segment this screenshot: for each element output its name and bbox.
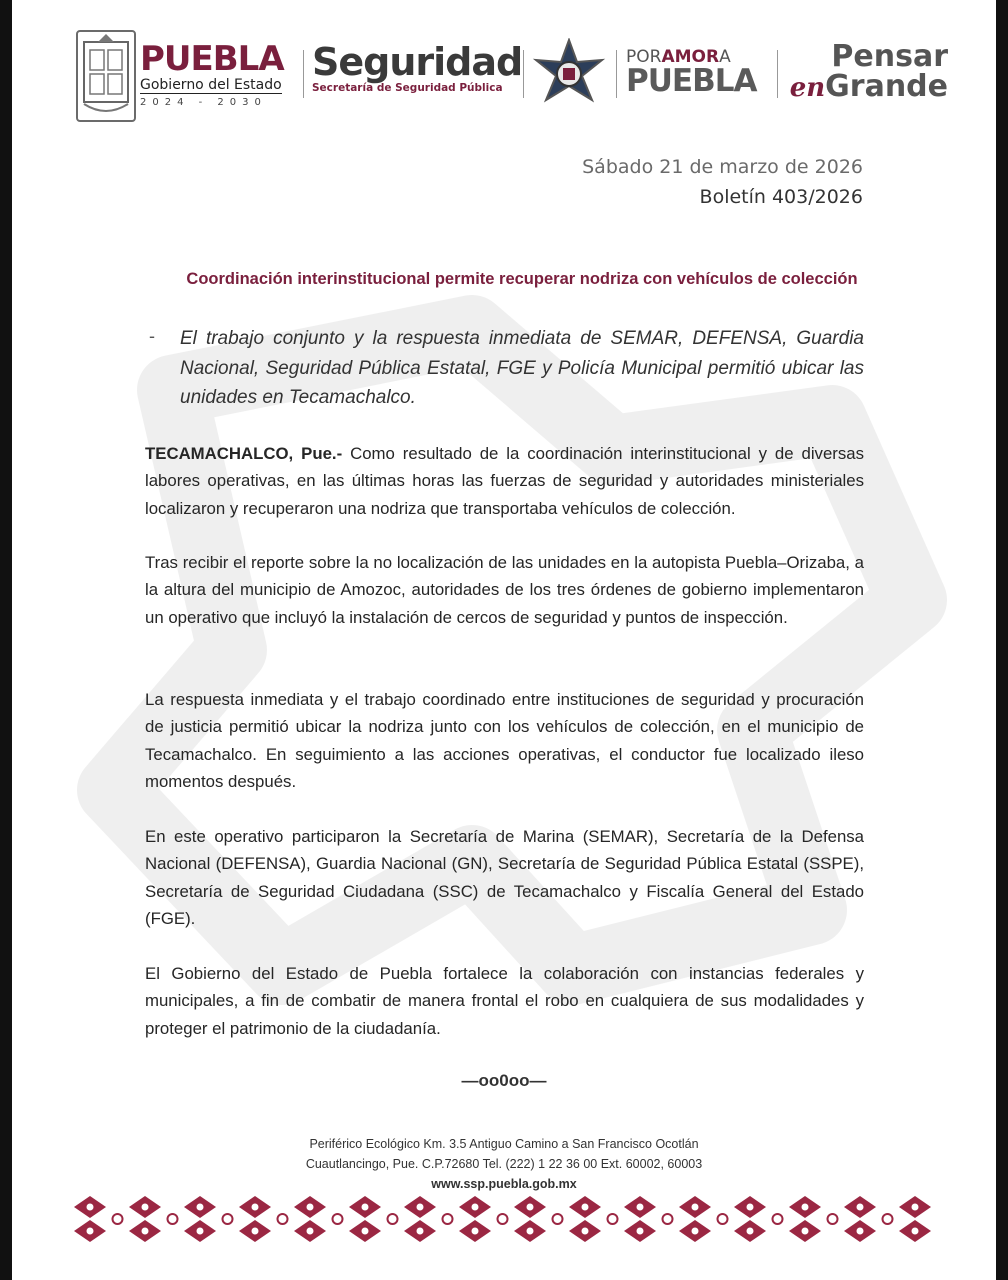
grande-word: Grande (825, 69, 948, 104)
logo-divider (777, 50, 778, 98)
amor-por: POR (626, 47, 662, 67)
pattern-dot (142, 1228, 149, 1235)
pattern-ring (498, 1214, 508, 1224)
pattern-ring (773, 1214, 783, 1224)
pattern-dot (582, 1204, 589, 1211)
pattern-dot (142, 1204, 149, 1211)
pattern-ring (278, 1214, 288, 1224)
footer-website: www.ssp.puebla.gob.mx (431, 1177, 577, 1191)
bulletin-date: Sábado 21 de marzo de 2026 (582, 156, 863, 178)
amor-amor: AMOR (661, 47, 720, 67)
pattern-dot (692, 1204, 699, 1211)
pattern-dot (87, 1204, 94, 1211)
document-page (12, 0, 996, 1280)
pattern-dot (417, 1204, 424, 1211)
puebla-logo (140, 39, 300, 108)
pattern-dot (87, 1228, 94, 1235)
header-logos (74, 28, 954, 123)
pattern-ring (553, 1214, 563, 1224)
en-word: en (789, 73, 826, 103)
bulletin-title: Coordinación interinstitucional permite recuperar nodriza con vehículos de colección (186, 270, 858, 288)
pattern-dot (307, 1228, 314, 1235)
pattern-ring (883, 1214, 893, 1224)
pattern-ring (663, 1214, 673, 1224)
puebla-logo-subtitle: Gobierno del Estado (140, 77, 282, 93)
pattern-dot (747, 1204, 754, 1211)
logo-divider (523, 50, 524, 98)
seguridad-logo-word: Seguridad (312, 40, 523, 84)
logo-divider (616, 50, 617, 98)
puebla-logo-years: 2024 - 2030 (140, 97, 267, 108)
pattern-ring (168, 1214, 178, 1224)
pattern-dot (252, 1228, 259, 1235)
pattern-dot (527, 1228, 534, 1235)
pattern-dot (912, 1228, 919, 1235)
pattern-ring (333, 1214, 343, 1224)
summary-text: El trabajo conjunto y la respuesta inmediata de SEMAR, DEFENSA, Guardia Nacional, Seguridad Pública Estatal, FGE y Policía Municipal permitió ubicar las unidades en Tecamachalco. (180, 328, 864, 408)
pattern-dot (197, 1228, 204, 1235)
seguridad-logo-subtitle: Secretaría de Seguridad Pública (312, 82, 503, 94)
pattern-dot (857, 1228, 864, 1235)
paragraph-5: El Gobierno del Estado de Puebla fortalece la colaboración con instancias federales y municipales, a fin de combatir de manera frontal el robo en cualquiera de sus modalidades y proteger el patrimonio de la ciudadanía. (145, 964, 864, 1038)
amor-puebla: PUEBLA (626, 63, 757, 99)
closing-mark: —oo0oo— (461, 1071, 547, 1090)
pattern-dot (307, 1204, 314, 1211)
paragraph-4: En este operativo participaron la Secretaría de Marina (SEMAR), Secretaría de la Defensa Nacional (DEFENSA), Guardia Nacional (GN), Secretaría de Seguridad Pública Estatal (SSPE), Secretaría de Seguridad Ciudadana (SSC) de Tecamachalco y Fiscalía General del Estado (FGE). (145, 827, 864, 928)
seguridad-logo (312, 40, 523, 94)
pattern-dot (912, 1204, 919, 1211)
paragraph-1 (145, 440, 864, 522)
pattern-ring (223, 1214, 233, 1224)
pattern-dot (802, 1228, 809, 1235)
pattern-dot (252, 1204, 259, 1211)
pattern-ring (113, 1214, 123, 1224)
logo-divider (303, 50, 304, 98)
pensar-en-grande-logo (788, 39, 948, 104)
amor-a: A (719, 47, 731, 67)
paragraph-1-text: Como resultado de la coordinación interinstitucional y de diversas labores operativas, en las últimas horas las fuerzas de seguridad y autoridades ministeriales localizaron y recuperaron una nodriza que transportaba vehículos de colección. (145, 444, 864, 518)
pattern-dot (197, 1204, 204, 1211)
pattern-ring (718, 1214, 728, 1224)
paragraph-2: Tras recibir el reporte sobre la no localización de las unidades en la autopista Puebla–Orizaba, a la altura del municipio de Amozoc, autoridades de los tres órdenes de gobierno implementaron un operativo que incluyó la instalación de cercos de seguridad y puntos de inspección. (145, 553, 864, 627)
bulletin-number: Boletín 403/2026 (699, 186, 863, 208)
pattern-dot (857, 1204, 864, 1211)
pattern-ring (828, 1214, 838, 1224)
summary-bullet: - (149, 326, 155, 346)
pattern-dot (472, 1228, 479, 1235)
state-seal-icon (76, 30, 136, 122)
decorative-pattern-icon (68, 1194, 948, 1244)
pensar-word: Pensar (831, 39, 948, 74)
pattern-dot (747, 1228, 754, 1235)
pattern-dot (417, 1228, 424, 1235)
pattern-dot (637, 1204, 644, 1211)
pattern-dot (637, 1228, 644, 1235)
footer-address-line-1: Periférico Ecológico Km. 3.5 Antiguo Camino a San Francisco Ocotlán (309, 1137, 699, 1151)
pattern-ring (608, 1214, 618, 1224)
pattern-dot (362, 1228, 369, 1235)
pattern-dot (472, 1204, 479, 1211)
screen-edge-left (0, 0, 12, 1280)
footer-address-line-2: Cuautlancingo, Pue. C.P.72680 Tel. (222) 1 22 36 00 Ext. 60002, 60003 (305, 1157, 703, 1171)
pattern-dot (582, 1228, 589, 1235)
screen-edge-right (996, 0, 1008, 1280)
pattern-dot (527, 1204, 534, 1211)
dateline: TECAMACHALCO, Pue.- (145, 444, 343, 463)
por-amor-a-puebla-logo (626, 47, 766, 99)
pattern-dot (692, 1228, 699, 1235)
pattern-ring (443, 1214, 453, 1224)
puebla-logo-word: PUEBLA (140, 39, 284, 79)
footer (12, 1134, 996, 1194)
pattern-ring (388, 1214, 398, 1224)
pattern-dot (362, 1204, 369, 1211)
police-badge-icon (532, 38, 606, 112)
paragraph-3: La respuesta inmediata y el trabajo coordinado entre instituciones de seguridad y procuración de justicia permitió ubicar la nodriza junto con los vehículos de colección, en el municipio de Tecamachalco. En seguimiento a las acciones operativas, el conductor fue localizado ileso momentos después. (145, 690, 864, 791)
pattern-dot (802, 1204, 809, 1211)
